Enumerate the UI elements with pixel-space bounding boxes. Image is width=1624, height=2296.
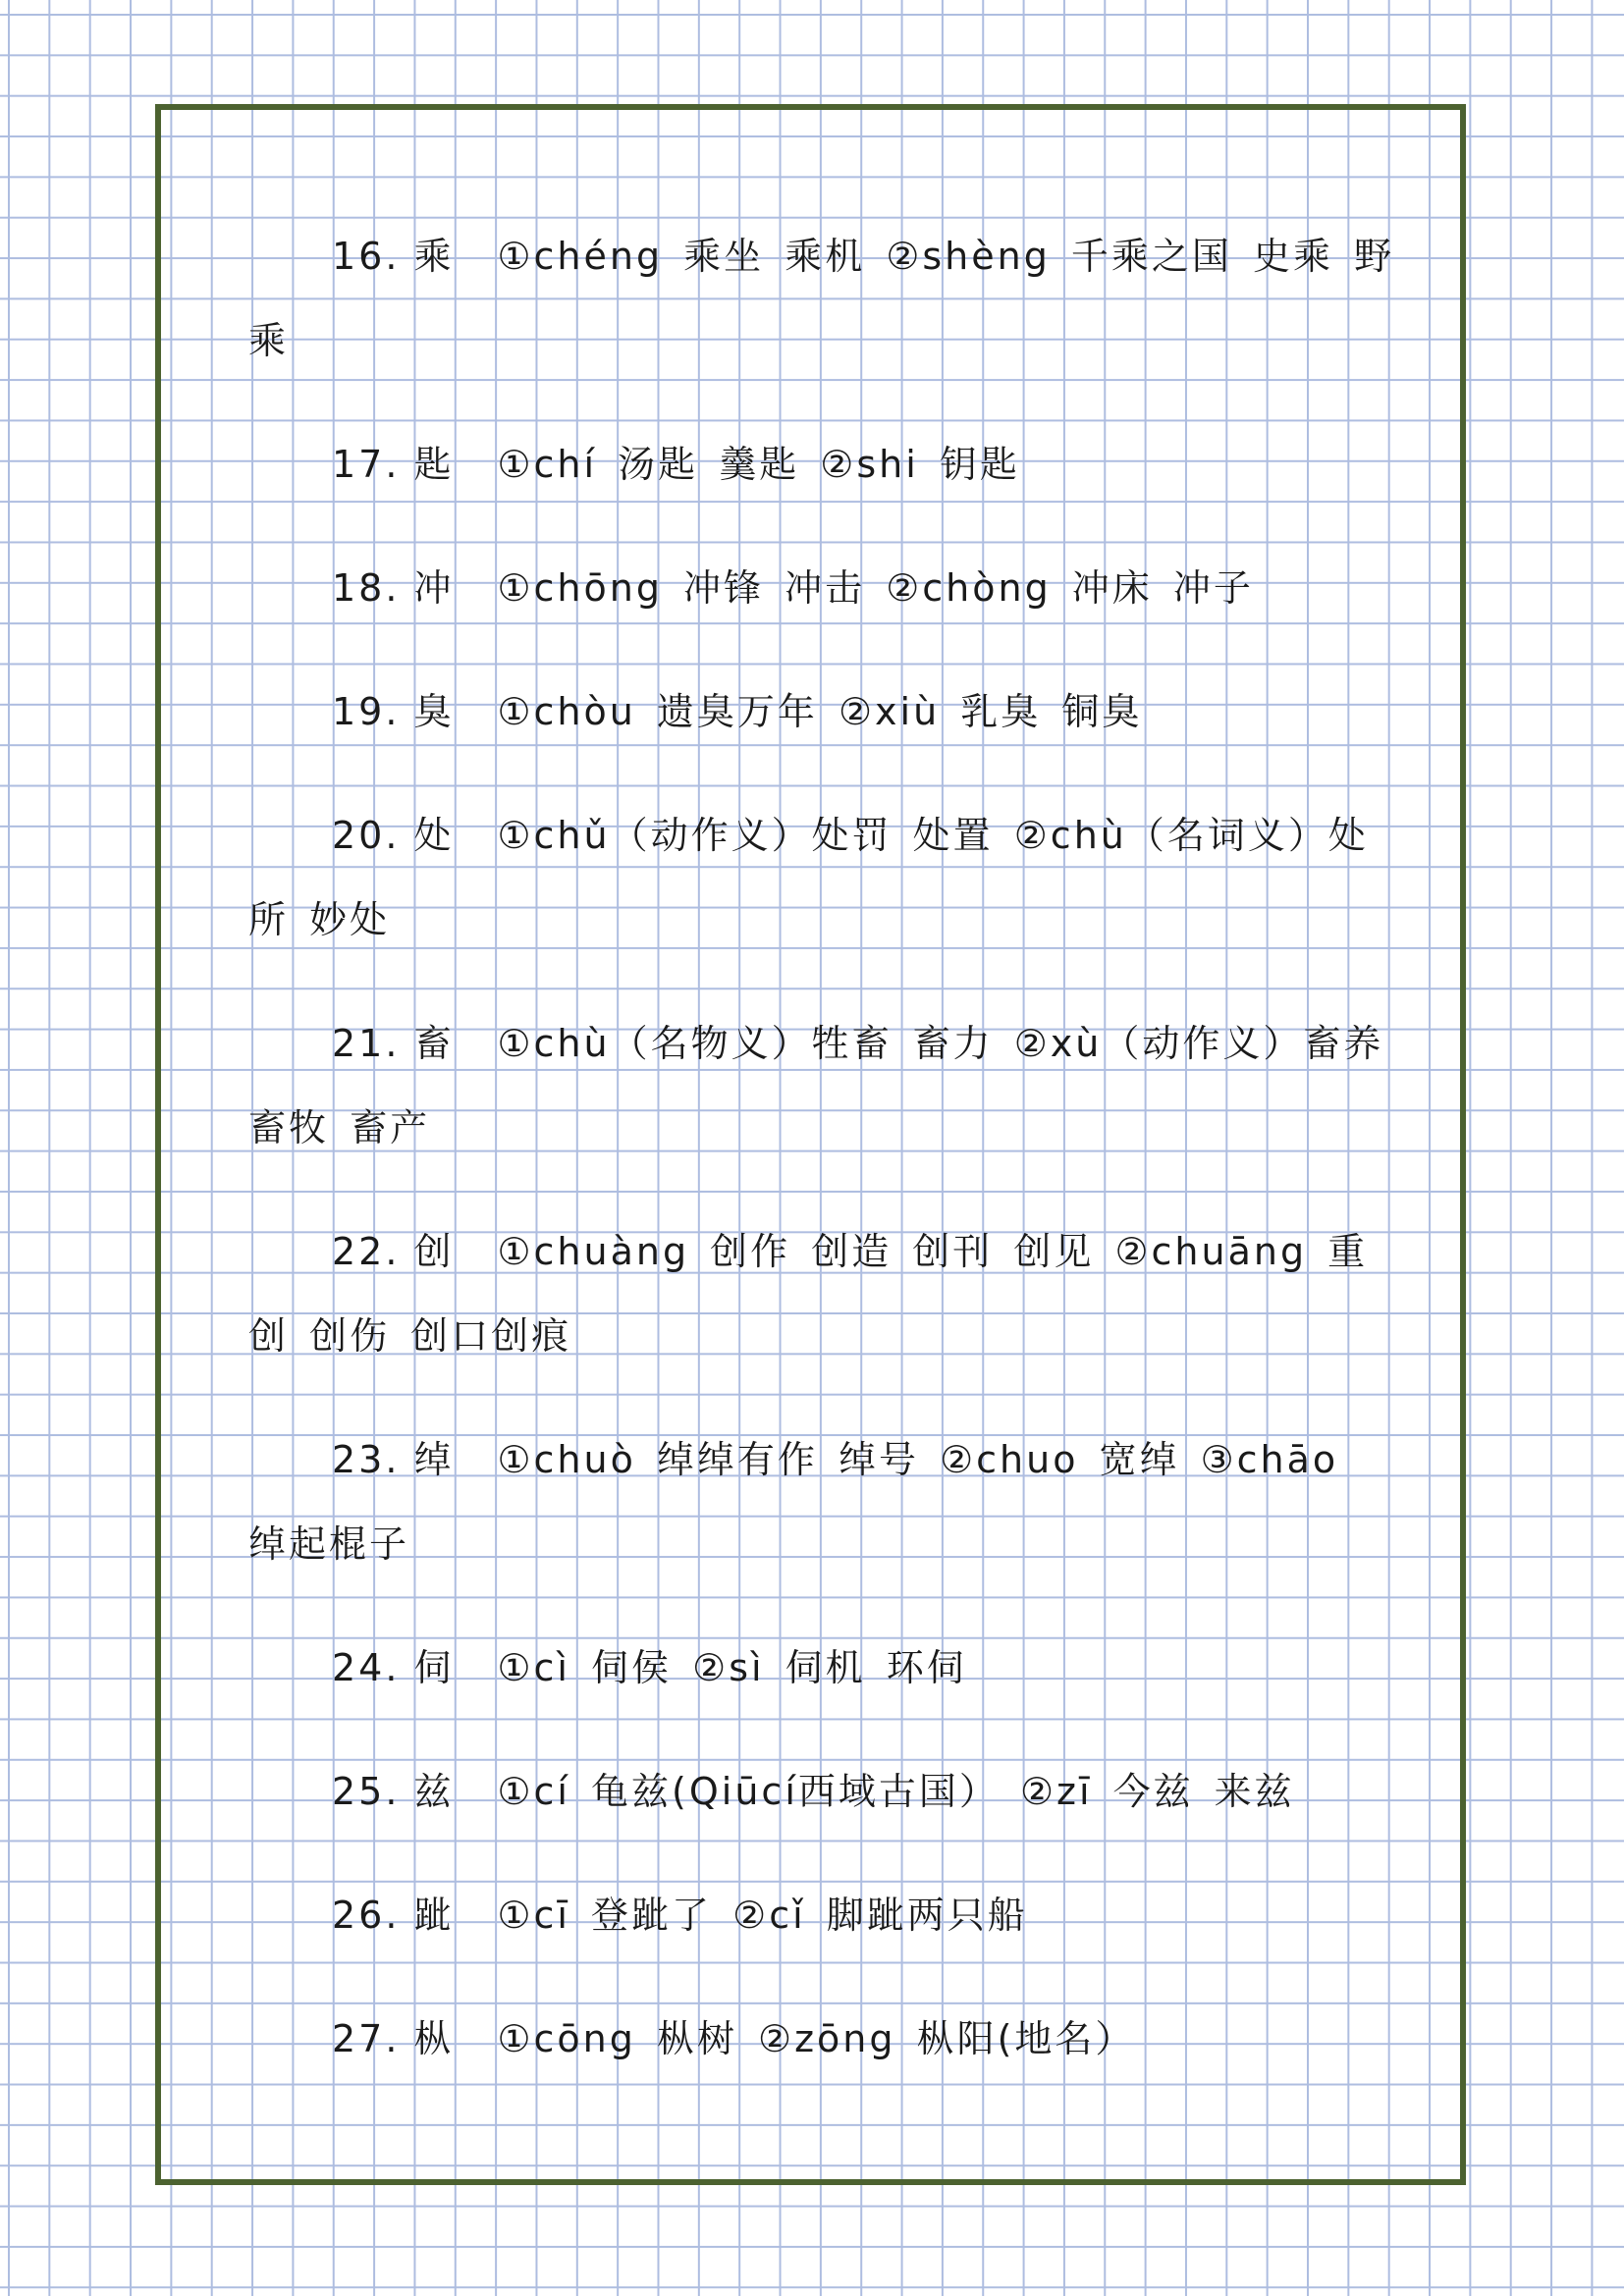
entry-24	[248, 1626, 1397, 1710]
entry-character: 乘	[413, 235, 455, 278]
entry-17	[248, 422, 1397, 507]
entry-number: 16.	[332, 235, 401, 278]
entry-character: 绰	[413, 1438, 455, 1481]
entry-readings: ①chuò 绰绰有作 绰号 ②chuo 宽绰 ③chāo 绰起棍子	[248, 1438, 1339, 1566]
entry-number: 19.	[332, 690, 401, 733]
entry-22	[248, 1209, 1397, 1378]
entry-character: 创	[413, 1230, 455, 1273]
entry-readings: ①chí 汤匙 羹匙 ②shi 钥匙	[497, 443, 1020, 486]
entry-readings: ①cī 登跐了 ②cǐ 脚跐两只船	[497, 1894, 1028, 1937]
entry-number: 24.	[332, 1646, 401, 1689]
entry-readings: ①chù（名物义）牲畜 畜力 ②xù（动作义）畜养 畜牧 畜产	[248, 1022, 1384, 1149]
entry-number: 27.	[332, 2017, 401, 2060]
entry-number: 25.	[332, 1770, 401, 1813]
entry-character: 兹	[413, 1770, 455, 1813]
entry-16	[248, 214, 1397, 383]
entry-20	[248, 793, 1397, 962]
entry-number: 17.	[332, 443, 401, 486]
entry-readings: ①chǔ（动作义）处罚 处置 ②chù（名词义）处所 妙处	[248, 814, 1369, 941]
entry-readings: ①cōng 枞树 ②zōng 枞阳(地名）	[497, 2017, 1136, 2060]
entry-readings: ①chéng 乘坐 乘机 ②shèng 千乘之国 史乘 野乘	[248, 235, 1395, 362]
entry-character: 处	[413, 814, 455, 857]
entry-readings: ①cí 龟兹(Qiūcí西域古国） ②zī 今兹 来兹	[497, 1770, 1295, 1813]
entry-number: 26.	[332, 1894, 401, 1937]
entry-23	[248, 1417, 1397, 1586]
entry-number: 20.	[332, 814, 401, 857]
entry-readings: ①chōng 冲锋 冲击 ②chòng 冲床 冲子	[497, 566, 1254, 610]
entry-18	[248, 546, 1397, 630]
entry-readings: ①cì 伺侯 ②sì 伺机 环伺	[497, 1646, 967, 1689]
entry-number: 22.	[332, 1230, 401, 1273]
entry-character: 枞	[413, 2017, 455, 2060]
entry-19	[248, 669, 1397, 754]
entry-character: 臭	[413, 690, 455, 733]
entry-25	[248, 1749, 1397, 1834]
entry-character: 畜	[413, 1022, 455, 1065]
entry-list	[248, 214, 1397, 2120]
entry-27	[248, 1997, 1397, 2081]
entry-character: 跐	[413, 1894, 455, 1937]
entry-readings: ①chòu 遗臭万年 ②xiù 乳臭 铜臭	[497, 690, 1143, 733]
entry-readings: ①chuàng 创作 创造 创刊 创见 ②chuāng 重创 创伤 创口创痕	[248, 1230, 1369, 1358]
entry-character: 冲	[413, 566, 455, 610]
entry-character: 伺	[413, 1646, 455, 1689]
entry-number: 23.	[332, 1438, 401, 1481]
entry-number: 18.	[332, 566, 401, 610]
entry-21	[248, 1001, 1397, 1170]
entry-character: 匙	[413, 443, 455, 486]
entry-26	[248, 1873, 1397, 1957]
entry-number: 21.	[332, 1022, 401, 1065]
